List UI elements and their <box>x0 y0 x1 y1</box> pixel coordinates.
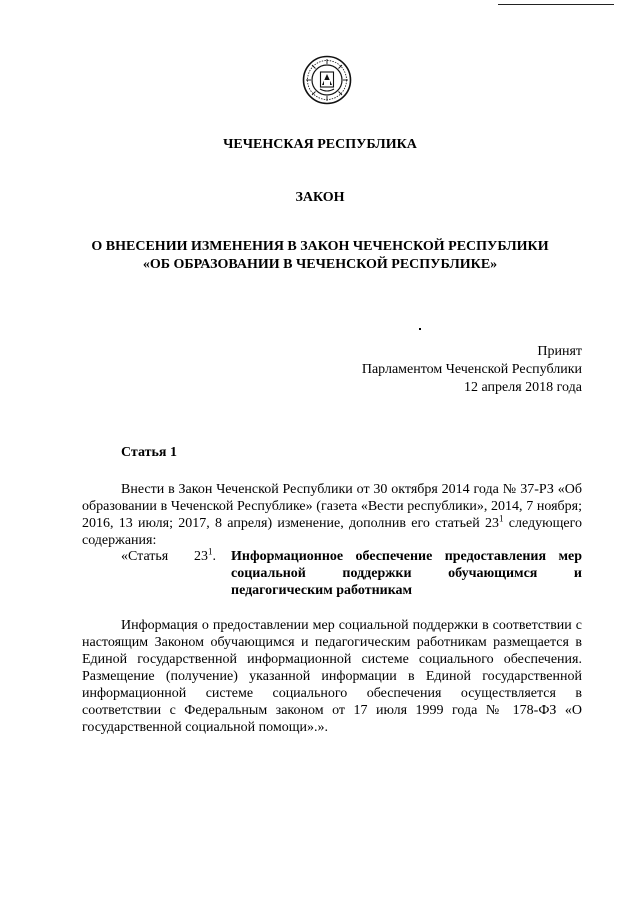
republic-heading: ЧЕЧЕНСКАЯ РЕСПУБЛИКА <box>223 137 417 152</box>
stray-dot <box>419 328 421 330</box>
paragraph-1-text-end: следующего содержания: <box>82 516 582 548</box>
adopted-label: Принят <box>537 344 582 359</box>
paragraph-1-superscript: 1 <box>499 513 504 524</box>
top-rule <box>498 4 614 5</box>
document-type-heading: ЗАКОН <box>295 190 345 205</box>
article-paragraph-1 <box>82 481 582 549</box>
new-article-label-dot: . <box>212 549 216 564</box>
new-article-label <box>121 548 216 565</box>
adopted-date: 12 апреля 2018 года <box>464 380 582 395</box>
new-article-title: Информационное обеспечение предоставления мер социальной поддержки обучающимся и педагогическим работникам <box>231 549 582 598</box>
paragraph-1-text: Внести в Закон Чеченской Республики от 30 октября 2014 года № 37-РЗ «Об образовании в Чеченской Республике» (газета «Вести республики», 2014, 7 ноября; 2016, 13 июля; 2017, 8 апреля) изменение, дополнив его статьей 23 <box>82 482 582 531</box>
article-paragraph-2: Информация о предоставлении мер социальной поддержки в соответствии с настоящим Законом обучающимся и педагогическим работникам размещается в Единой государственной информационной системе социального обеспечения. Размещение (получение) указанной информации в Единой государственной информационной системе социального обеспечения осуществляется в соответствии с Федеральным законом от 17 июля 1999 года № 178-ФЗ «О государственной социальной помощи».». <box>82 618 582 735</box>
new-article-label-text: «Статья 23 <box>121 549 208 564</box>
adoption-block <box>300 343 582 397</box>
law-title-line-2: «ОБ ОБРАЗОВАНИИ В ЧЕЧЕНСКОЙ РЕСПУБЛИКЕ» <box>142 257 498 272</box>
law-title <box>0 238 640 274</box>
coat-of-arms-emblem <box>302 55 352 105</box>
article-heading: Статья 1 <box>121 445 177 460</box>
law-title-line-1: О ВНЕСЕНИИ ИЗМЕНЕНИЯ В ЗАКОН ЧЕЧЕНСКОЙ РЕСПУБЛИКИ <box>91 239 549 254</box>
new-article-superscript: 1 <box>208 546 213 557</box>
adopted-by: Парламентом Чеченской Республики <box>361 362 582 377</box>
